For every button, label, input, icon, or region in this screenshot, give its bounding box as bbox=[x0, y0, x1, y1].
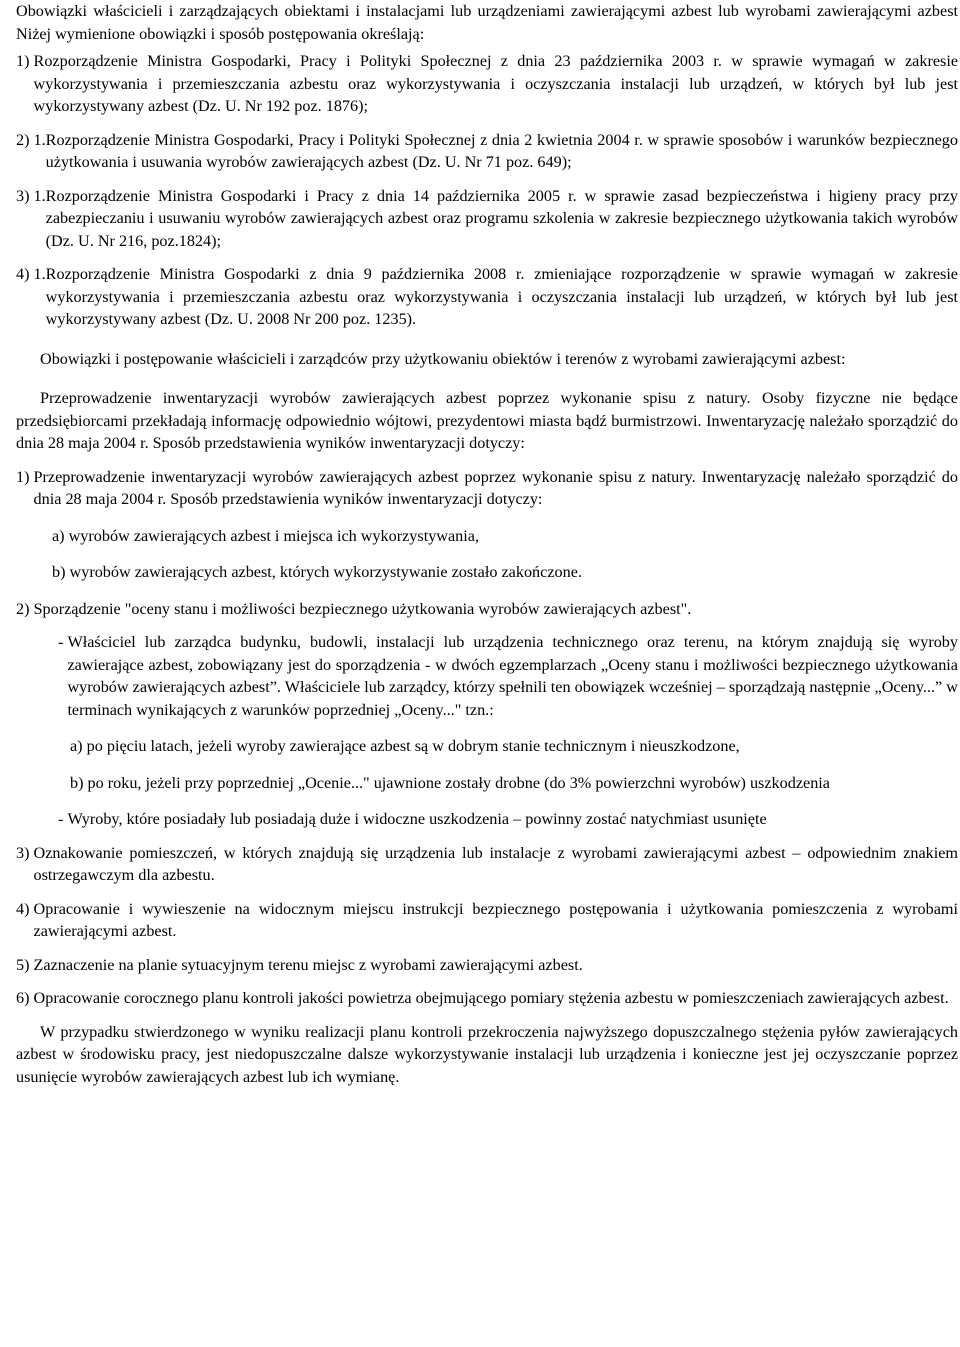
step-text: Opracowanie corocznego planu kontroli jakości powietrza obejmującego pomiary stężenia azbestu w pomieszczeniach zawierających azbest. bbox=[33, 989, 949, 1007]
regulation-label: 3) 1. bbox=[16, 186, 46, 205]
dash-text: Wyroby, które posiadały lub posiadają duże i widoczne uszkodzenia – powinny zostać natychmiast usunięte bbox=[67, 810, 767, 828]
regulation-text: Rozporządzenie Ministra Gospodarki i Pracy z dnia 14 października 2005 r. w sprawie zasad bezpieczeństwa i higieny pracy przy zabezpieczaniu i usuwaniu wyrobów zawierających azbest oraz programu szkolenia w zakresie bezpiecznego użytkowania takich wyrobów (Dz. U. Nr 216, poz.1824); bbox=[45, 186, 958, 250]
step-text: Sporządzenie "oceny stanu i możliwości bezpiecznego użytkowania wyrobów zawierających azbest". bbox=[33, 599, 692, 618]
dash-text: Właściciel lub zarządca budynku, budowli, instalacji lub urządzenia technicznego oraz terenu, na którym znajdują się wyroby zawierające azbest, zobowiązany jest do sporządzenia - w dwóch egzemplarzach „Oceny stanu i możliwości bezpiecznego użytkowania wyrobów zawierających azbest”. Właściciele lub zarządcy, którzy spełnili ten obowiązek wcześniej – sporządzają następnie „Oceny...” w terminach wynikających z warunków poprzedniej „Oceny..." tzn.: bbox=[67, 633, 958, 719]
regulation-text: Rozporządzenie Ministra Gospodarki, Pracy i Polityki Społecznej z dnia 23 października 2003 r. w sprawie wymagań w zakresie wykorzystywania i przemieszczania azbestu oraz wykorzystywania i oczyszczania instalacji lub urządzeń, w których był lub jest wykorzystywany azbest (Dz. U. Nr 192 poz. 1876); bbox=[33, 52, 958, 115]
step-2-subitem-a: a) po pięciu latach, jeżeli wyroby zawierające azbest są w dobrym stanie technicznym i nieuszkodzone, bbox=[70, 737, 740, 755]
step-2-subitem-b: b) po roku, jeżeli przy poprzedniej „Ocenie..." ujawnione zostały drobne (do 3% powierzchni wyrobów) uszkodzenia bbox=[70, 773, 830, 792]
step-2-dash-1 bbox=[16, 631, 958, 721]
inventory-paragraph: Przeprowadzenie inwentaryzacji wyrobów zawierających azbest poprzez wykonanie spisu z natury. Osoby fizyczne nie będące przedsiębiorcami przekładają informację odpowiednio wójtowi, prezydentowi miasta bądź burmistrzowi. Inwentaryzację należało sporządzić do dnia 28 maja 2004 r. Sposób przedstawienia wyników inwentaryzacji dotyczy: bbox=[16, 389, 958, 452]
regulation-text: Rozporządzenie Ministra Gospodarki, Pracy i Polityki Społecznej z dnia 2 kwietnia 2004 r. w sprawie sposobów i warunków bezpiecznego użytkowania i usuwania wyrobów zawierających azbest (Dz. U. Nr 71 poz. 649); bbox=[45, 130, 958, 171]
step-text: Przeprowadzenie inwentaryzacji wyrobów zawierających azbest poprzez wykonanie spisu z natury. Inwentaryzację należało sporządzić do dnia 28 maja 2004 r. Sposób przedstawienia wyników inwentaryzacji dotyczy: bbox=[33, 467, 958, 508]
step-label: 6) bbox=[16, 989, 34, 1007]
regulation-item-3 bbox=[16, 185, 958, 253]
step-text: Opracowanie i wywieszenie na widocznym miejscu instrukcji bezpiecznego postępowania i użytkowania pomieszczenia z wyrobami zawierającymi azbest. bbox=[33, 899, 958, 940]
step-1-subitem-a: a) wyrobów zawierających azbest i miejsca ich wykorzystywania, bbox=[52, 526, 479, 545]
step-label: 4) bbox=[16, 899, 34, 918]
regulation-item-2 bbox=[16, 129, 958, 174]
closing-paragraph: W przypadku stwierdzonego w wyniku realizacji planu kontroli przekroczenia najwyższego dopuszczalnego stężenia pyłów zawierających azbest w środowisku pracy, jest niedopuszczalne dalsze wykorzystywanie instalacji lub urządzenia i konieczne jest jej oczyszczanie poprzez usunięcie wyrobów zawierających azbest lub ich wymianę. bbox=[16, 1022, 958, 1086]
regulation-label: 4) 1. bbox=[16, 265, 46, 283]
step-label: 1) bbox=[16, 467, 34, 486]
regulation-item-4 bbox=[16, 263, 958, 331]
intro-paragraph: Obowiązki właścicieli i zarządzających obiektami i instalacjami lub urządzeniami zawierającymi azbest lub wyrobami zawierającymi azbest Niżej wymienione obowiązki i sposób postępowania określają: bbox=[16, 2, 958, 43]
step-5 bbox=[16, 954, 958, 977]
step-3 bbox=[16, 842, 958, 887]
step-text: Zaznaczenie na planie sytuacyjnym terenu miejsc z wyrobami zawierającymi azbest. bbox=[33, 955, 583, 974]
step-label: 5) bbox=[16, 955, 34, 974]
regulation-label: 2) 1. bbox=[16, 130, 46, 149]
step-text: Oznakowanie pomieszczeń, w których znajdują się urządzenia lub instalacje z wyrobami zawierającymi azbest – odpowiednim znakiem ostrzegawczym dla azbestu. bbox=[33, 843, 958, 884]
duties-heading: Obowiązki i postępowanie właścicieli i zarządców przy użytkowaniu obiektów i terenów z wyrobami zawierającymi azbest: bbox=[40, 349, 846, 368]
regulation-item-1 bbox=[16, 50, 958, 118]
step-6 bbox=[16, 987, 958, 1010]
step-2 bbox=[16, 598, 958, 621]
step-2-dash-2 bbox=[16, 808, 958, 831]
step-4 bbox=[16, 898, 958, 943]
dash-label: - bbox=[58, 633, 68, 651]
step-1 bbox=[16, 466, 958, 511]
step-label: 2) bbox=[16, 599, 34, 618]
regulation-text: Rozporządzenie Ministra Gospodarki z dnia 9 października 2008 r. zmieniające rozporządzenie w sprawie wymagań w zakresie wykorzystywania i przemieszczania azbestu oraz wykorzystywania i oczyszczania instalacji lub urządzeń, w których był lub jest wykorzystywany azbest (Dz. U. 2008 Nr 200 poz. 1235). bbox=[45, 265, 958, 328]
dash-label: - bbox=[58, 810, 68, 828]
step-label: 3) bbox=[16, 843, 34, 862]
step-1-subitem-b: b) wyrobów zawierających azbest, których wykorzystywanie zostało zakończone. bbox=[52, 563, 582, 581]
regulation-label: 1) bbox=[16, 52, 34, 70]
